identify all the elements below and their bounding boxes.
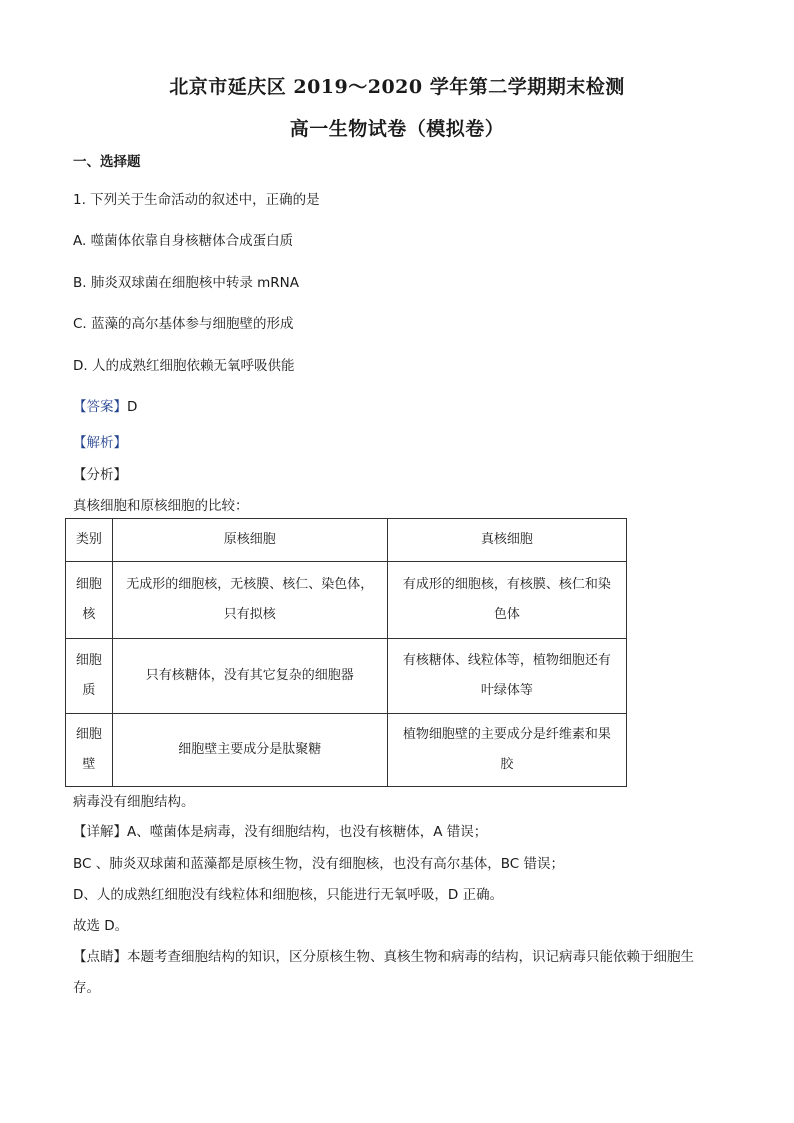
option-d: D. 人的成熟红细胞依赖无氧呼吸供能	[73, 358, 295, 374]
row-prokaryote: 无成形的细胞核，无核膜、核仁、染色体， 只有拟核	[112, 562, 387, 639]
section-heading: 一、选择题	[73, 154, 141, 170]
detail-line-3: D、人的成熟红细胞没有线粒体和细胞核，只能进行无氧呼吸，D 正确。	[73, 887, 504, 903]
header-prokaryote: 原核细胞	[112, 519, 387, 562]
answer-line	[73, 395, 137, 415]
fenxi-label: 【分析】	[73, 467, 127, 483]
option-c: C. 蓝藻的高尔基体参与细胞壁的形成	[73, 316, 294, 332]
analysis-label: 【解析】	[73, 435, 127, 451]
detail-line-4: 故选 D。	[73, 918, 129, 934]
comment-line-2: 存。	[73, 980, 100, 996]
table-header-row	[66, 519, 627, 562]
row-category: 细胞 核	[66, 562, 113, 639]
table-row	[66, 562, 627, 639]
table-row	[66, 639, 627, 714]
document-subtitle: 高一生物试卷（模拟卷）	[289, 118, 505, 140]
row-eukaryote: 有成形的细胞核，有核膜、核仁和染 色体	[387, 562, 626, 639]
detail-label: 【详解】	[73, 824, 127, 840]
row-prokaryote: 只有核糖体，没有其它复杂的细胞器	[112, 639, 387, 714]
comparison-table	[65, 518, 627, 787]
answer-value: D	[127, 399, 138, 415]
document-title: 北京市延庆区 2019～2020 学年第二学期期末检测	[169, 76, 625, 98]
comment-label: 【点睛】	[73, 949, 127, 965]
table-row	[66, 714, 627, 787]
header-category: 类别	[66, 519, 113, 562]
option-b: B. 肺炎双球菌在细胞核中转录 mRNA	[73, 275, 299, 291]
row-eukaryote: 植物细胞壁的主要成分是纤维素和果 胶	[387, 714, 626, 787]
row-category: 细胞 壁	[66, 714, 113, 787]
detail-line-2: BC 、肺炎双球菌和蓝藻都是原核生物，没有细胞核，也没有高尔基体，BC 错误；	[73, 856, 564, 872]
comment-line-1: 【点睛】本题考查细胞结构的知识，区分原核生物、真核生物和病毒的结构，识记病毒只能依赖于细胞生	[73, 949, 694, 965]
answer-label: 【答案】	[73, 399, 127, 415]
header-eukaryote: 真核细胞	[387, 519, 626, 562]
row-prokaryote: 细胞壁主要成分是肽聚糖	[112, 714, 387, 787]
virus-note: 病毒没有细胞结构。	[73, 794, 195, 810]
option-a: A. 噬菌体依靠自身核糖体合成蛋白质	[73, 233, 294, 249]
row-eukaryote: 有核糖体、线粒体等，植物细胞还有 叶绿体等	[387, 639, 626, 714]
question-stem: 1. 下列关于生命活动的叙述中，正确的是	[73, 192, 320, 208]
row-category: 细胞 质	[66, 639, 113, 714]
compare-intro: 真核细胞和原核细胞的比较：	[73, 498, 249, 514]
detail-line-1: 【详解】A、噬菌体是病毒，没有细胞结构，也没有核糖体，A 错误；	[73, 824, 488, 840]
